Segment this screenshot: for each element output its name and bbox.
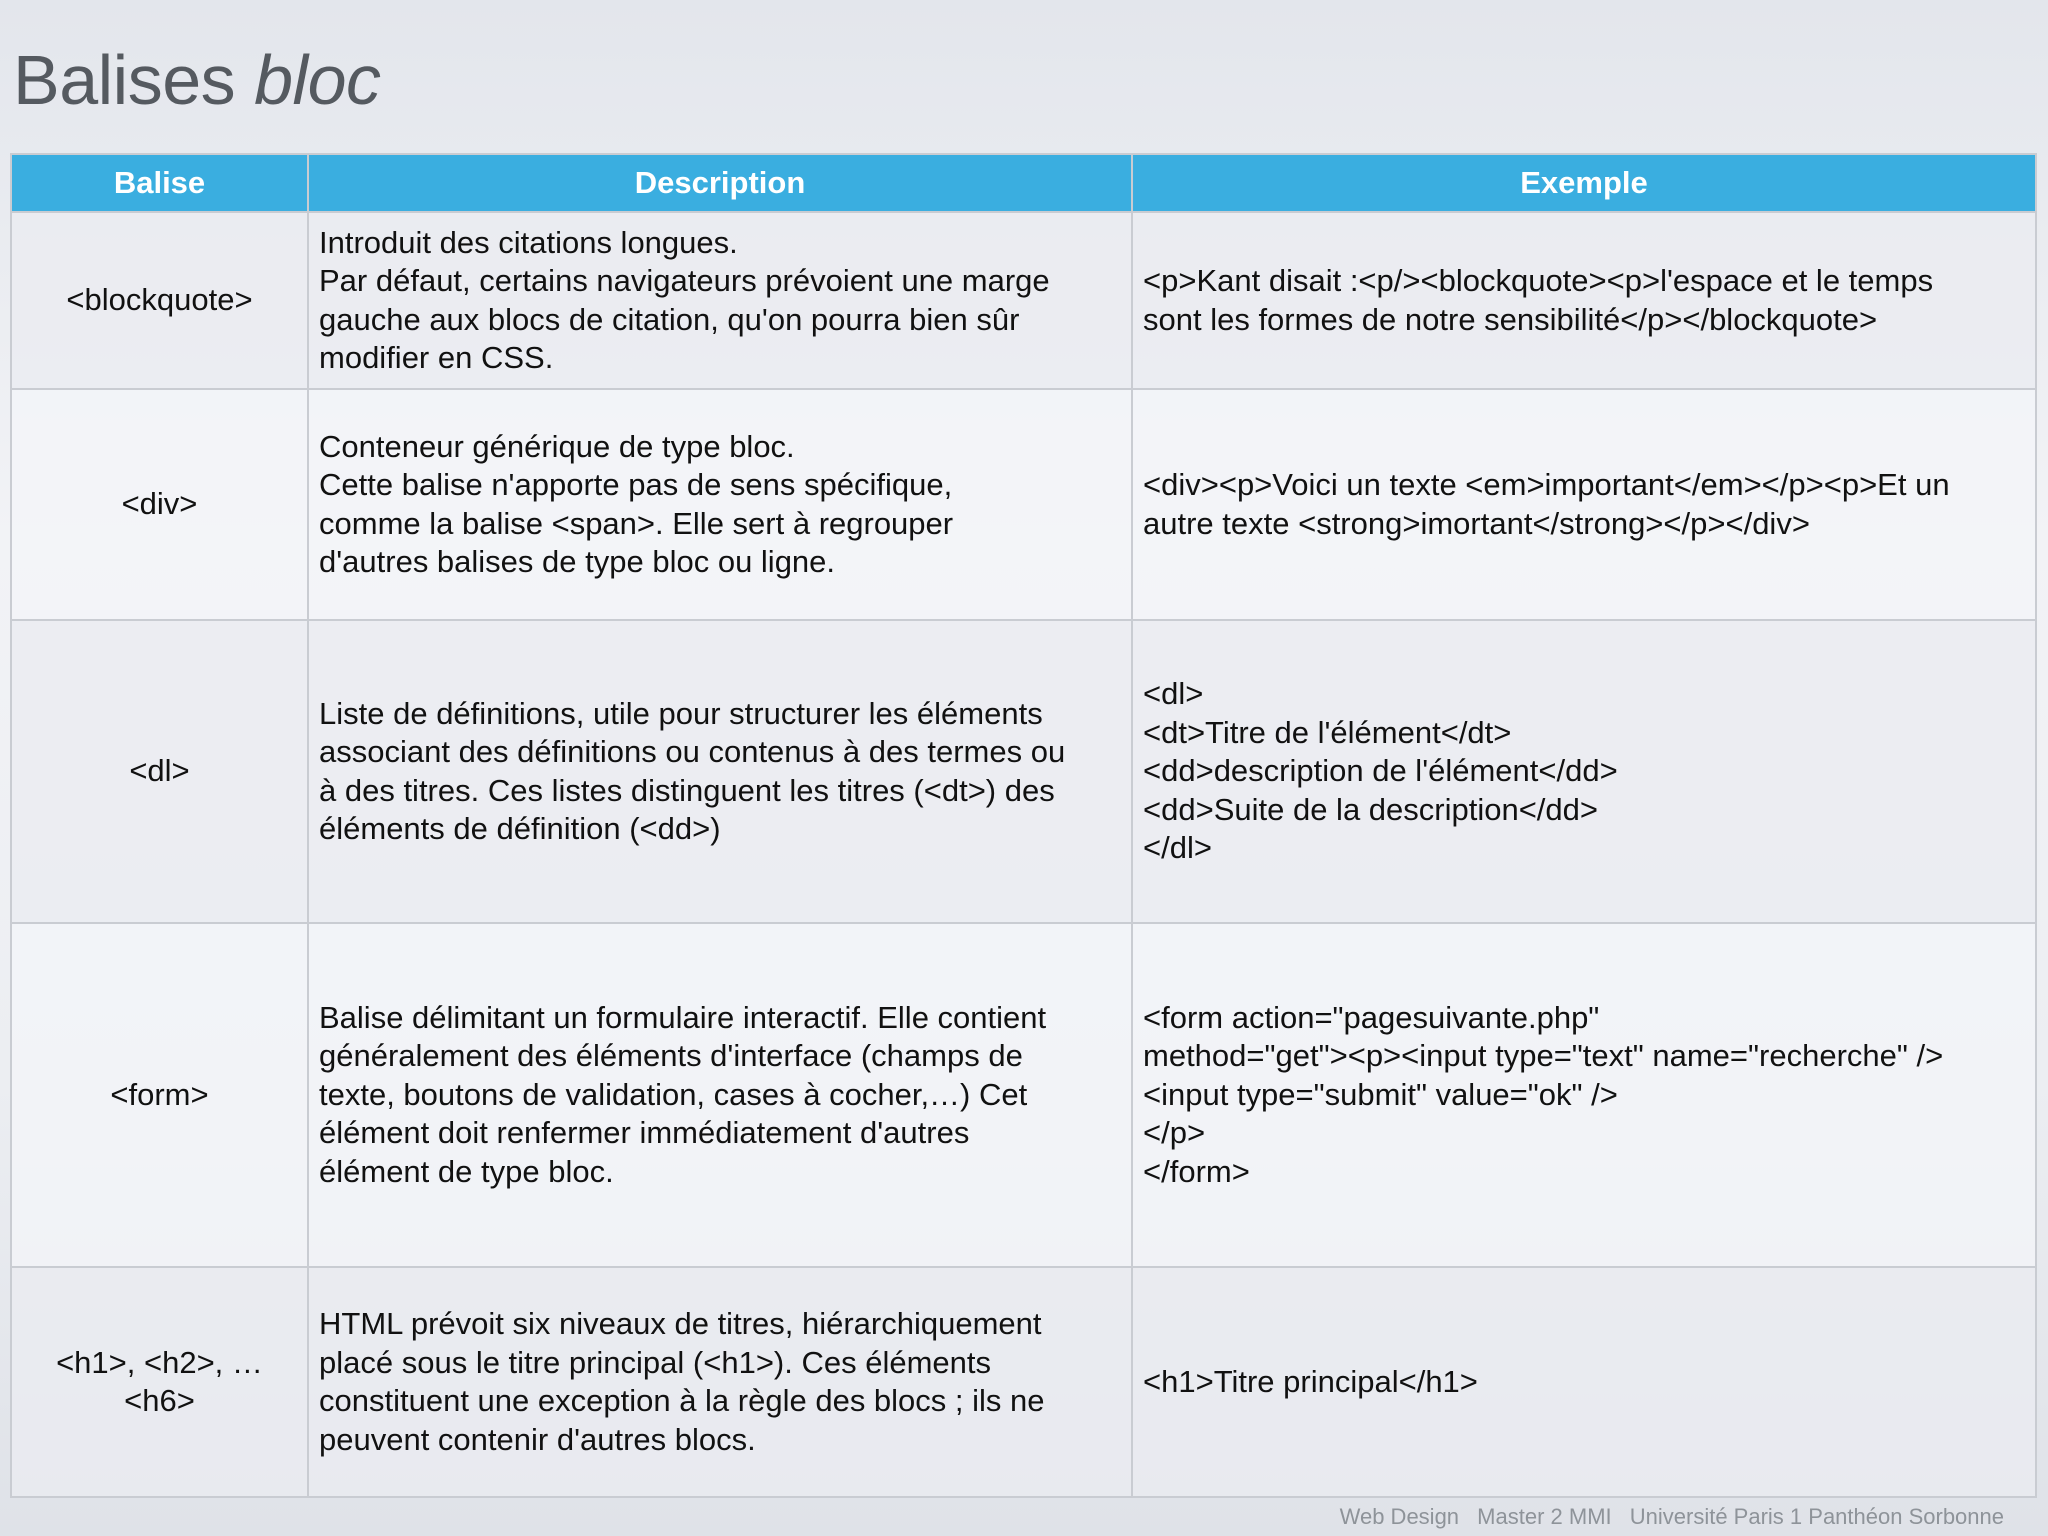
footer-university: Université Paris 1 Panthéon Sorbonne — [1629, 1504, 2004, 1529]
description-line: généralement des éléments d'interface (champs de — [319, 1038, 1023, 1074]
description-line: élément de type bloc. — [319, 1153, 614, 1189]
description-line: peuvent contenir d'autres blocs. — [319, 1421, 756, 1457]
description-line: d'autres balises de type bloc ou ligne. — [319, 544, 836, 579]
example-line: <form action="pagesuivante.php" — [1143, 999, 1600, 1035]
cell-description — [308, 212, 1132, 389]
cell-description — [308, 923, 1132, 1267]
description-line: Conteneur générique de type bloc. — [319, 428, 795, 464]
example-line: <div><p>Voici un texte <em>important</em></p><p>Et un — [1143, 467, 1950, 502]
example-line: </dl> — [1143, 830, 1212, 866]
tag-text: <h1>, <h2>, … — [56, 1344, 263, 1380]
table-header-row — [11, 154, 2036, 212]
block-tags-table — [10, 153, 2037, 1498]
tag-text: <dl> — [129, 753, 190, 789]
cell-description — [308, 389, 1132, 620]
cell-example — [1132, 620, 2036, 923]
description-line: gauche aux blocs de citation, qu'on pourra bien sûr — [319, 301, 1020, 337]
example-line: </form> — [1143, 1153, 1250, 1189]
header-balise: Balise — [11, 154, 308, 212]
example-line: <dd>Suite de la description</dd> — [1143, 791, 1599, 827]
description-line: comme la balise <span>. Elle sert à regrouper — [319, 505, 954, 541]
tag-text: <h6> — [124, 1383, 195, 1418]
cell-tag — [11, 923, 308, 1267]
cell-example — [1132, 212, 2036, 389]
slide-footer — [1328, 1504, 2004, 1530]
description-line: éléments de définition (<dd>) — [319, 811, 721, 846]
example-line: <p>Kant disait :<p/><blockquote><p>l'espace et le temps — [1143, 263, 1934, 298]
tag-text: <div> — [121, 486, 198, 522]
description-line: à des titres. Ces listes distinguent les titres (<dt>) des — [319, 772, 1055, 808]
example-line: <dl> — [1143, 676, 1204, 712]
slide-title — [13, 40, 381, 130]
example-line: <h1>Titre principal</h1> — [1143, 1363, 1478, 1399]
tag-text: <form> — [110, 1076, 209, 1112]
example-line: autre texte <strong>imortant</strong></p></div> — [1143, 505, 1810, 541]
table-row — [11, 389, 2036, 620]
description-line: Introduit des citations longues. — [319, 224, 738, 260]
table-row — [11, 620, 2036, 923]
slide-title-italic: bloc — [254, 41, 381, 119]
footer-course: Web Design — [1339, 1504, 1460, 1529]
example-line: method="get"><p><input type="text" name="recherche" /> — [1143, 1038, 1944, 1074]
cell-tag — [11, 1267, 308, 1497]
footer-level: Master 2 MMI — [1477, 1504, 1612, 1529]
cell-tag — [11, 212, 308, 389]
cell-example — [1132, 923, 2036, 1267]
header-description: Description — [308, 154, 1132, 212]
description-line: associant des définitions ou contenus à des termes ou — [319, 734, 1066, 769]
description-line: modifier en CSS. — [319, 340, 554, 375]
cell-example — [1132, 389, 2036, 620]
example-line: <dd>description de l'élément</dd> — [1143, 753, 1618, 789]
description-line: placé sous le titre principal (<h1>). Ces éléments — [319, 1344, 991, 1380]
description-line: constituent une exception à la règle des blocs ; ils ne — [319, 1383, 1045, 1418]
cell-description — [308, 1267, 1132, 1497]
description-line: élément doit renfermer immédiatement d'autres — [319, 1115, 970, 1151]
cell-description — [308, 620, 1132, 923]
description-line: HTML prévoit six niveaux de titres, hiérarchiquement — [319, 1306, 1042, 1341]
description-line: texte, boutons de validation, cases à cocher,…) Cet — [319, 1076, 1028, 1112]
example-line: sont les formes de notre sensibilité</p></blockquote> — [1143, 301, 1878, 337]
example-line: <input type="submit" value="ok" /> — [1143, 1076, 1618, 1112]
description-line: Cette balise n'apporte pas de sens spécifique, — [319, 467, 953, 502]
cell-example — [1132, 1267, 2036, 1497]
table-row — [11, 923, 2036, 1267]
header-exemple: Exemple — [1132, 154, 2036, 212]
example-line: <dt>Titre de l'élément</dt> — [1143, 714, 1512, 750]
description-line: Liste de définitions, utile pour structurer les éléments — [319, 695, 1043, 731]
table-row — [11, 1267, 2036, 1497]
cell-tag — [11, 389, 308, 620]
cell-tag — [11, 620, 308, 923]
description-line: Par défaut, certains navigateurs prévoient une marge — [319, 263, 1050, 298]
slide-title-main: Balises — [13, 41, 255, 119]
description-line: Balise délimitant un formulaire interactif. Elle contient — [319, 999, 1047, 1035]
tag-text: <blockquote> — [66, 282, 253, 318]
example-line: </p> — [1143, 1115, 1206, 1151]
table-row — [11, 212, 2036, 389]
